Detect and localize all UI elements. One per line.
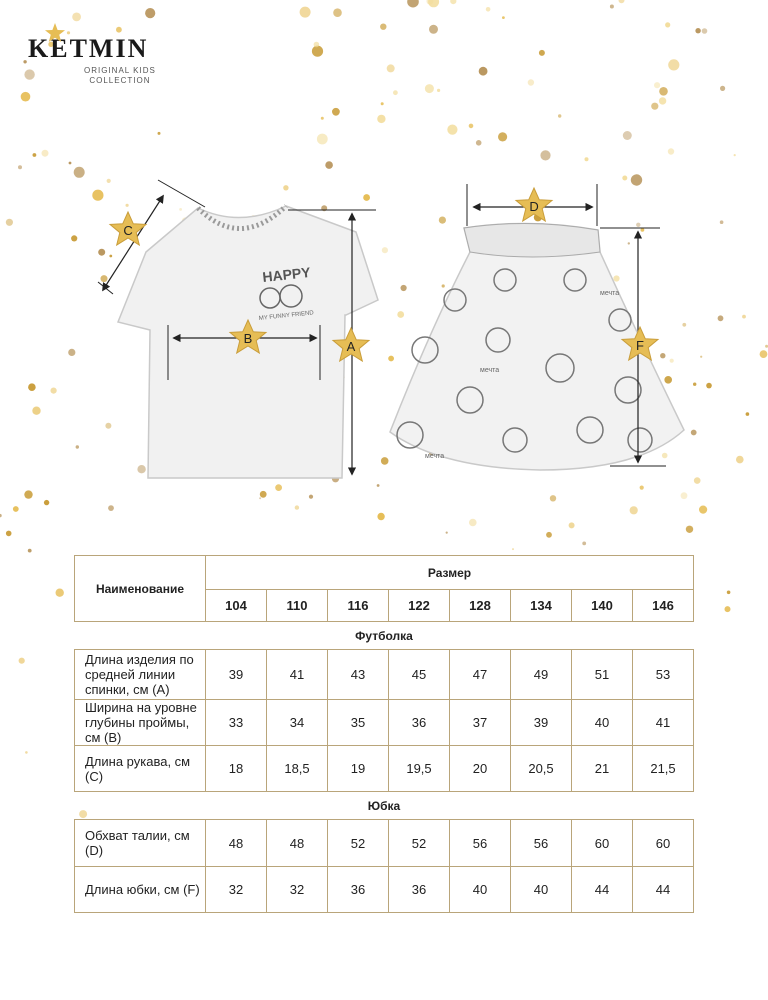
measurement-value: 53: [633, 650, 694, 700]
confetti-dot: [69, 162, 72, 165]
measurement-value: 32: [206, 867, 267, 913]
confetti-dot: [558, 114, 561, 117]
confetti-dot: [393, 90, 398, 95]
measurement-value: 18,5: [267, 746, 328, 792]
size-header-cell: 110: [267, 590, 328, 622]
table-row: [75, 820, 694, 867]
measurement-name: Ширина на уровне глубины проймы, см (B): [75, 700, 206, 746]
measurement-value: 56: [450, 820, 511, 867]
confetti-dot: [0, 514, 2, 517]
confetti-dot: [108, 505, 114, 511]
measurement-value: 33: [206, 700, 267, 746]
section-header-row: [75, 622, 694, 650]
garment-measurement-diagram: [0, 170, 768, 500]
size-header-cell: 134: [511, 590, 572, 622]
confetti-dot: [540, 150, 550, 160]
measurement-value: 19,5: [389, 746, 450, 792]
confetti-dot: [300, 7, 311, 18]
measurement-value: 43: [328, 650, 389, 700]
confetti-dot: [668, 59, 679, 70]
marker-star-c: [110, 212, 146, 245]
brand-logo: [28, 34, 156, 86]
tshirt-sleeve-bottom-guide: [98, 282, 113, 294]
brand-tagline-line2: COLLECTION: [89, 76, 151, 85]
marker-letter-b: B: [243, 331, 253, 346]
confetti-dot: [72, 13, 81, 22]
confetti-dot: [528, 79, 534, 85]
confetti-dot: [469, 124, 474, 129]
confetti-dot: [486, 7, 491, 12]
measurement-name: Длина изделия по средней линии спинки, см (A): [75, 650, 206, 700]
size-header-cell: 122: [389, 590, 450, 622]
measurement-value: 40: [450, 867, 511, 913]
confetti-dot: [476, 140, 482, 146]
measurement-value: 44: [633, 867, 694, 913]
confetti-dot: [512, 548, 514, 550]
measurement-value: 52: [389, 820, 450, 867]
confetti-dot: [6, 531, 12, 537]
table-row: [75, 700, 694, 746]
confetti-dot: [702, 28, 708, 34]
measurement-value: 49: [511, 650, 572, 700]
confetti-dot: [428, 0, 439, 7]
measurement-value: 40: [572, 700, 633, 746]
confetti-dot: [539, 50, 545, 56]
confetti-dot: [619, 0, 625, 3]
confetti-dot: [450, 0, 456, 4]
confetti-dot: [498, 132, 507, 141]
measurement-value: 21: [572, 746, 633, 792]
confetti-dot: [332, 108, 340, 116]
confetti-dot: [33, 153, 37, 157]
confetti-dot: [377, 115, 385, 123]
measurement-value: 35: [328, 700, 389, 746]
size-chart-body: [75, 556, 694, 913]
confetti-dot: [502, 16, 505, 19]
confetti-dot: [407, 0, 419, 8]
confetti-dot: [727, 591, 731, 595]
size-header-cell: 116: [328, 590, 389, 622]
measurement-name: Длина рукава, см (C): [75, 746, 206, 792]
tshirt-sleeve-top-guide: [158, 180, 205, 207]
confetti-dot: [317, 134, 328, 145]
confetti-dot: [25, 751, 28, 754]
measurement-value: 41: [267, 650, 328, 700]
measurement-value: 40: [511, 867, 572, 913]
table-row: [75, 867, 694, 913]
confetti-dot: [446, 532, 448, 534]
confetti-dot: [699, 506, 707, 514]
marker-letter-d: D: [529, 199, 539, 214]
confetti-dot: [659, 97, 666, 104]
measurement-name: Длина юбки, см (F): [75, 867, 206, 913]
measurement-value: 56: [511, 820, 572, 867]
confetti-dot: [668, 148, 674, 154]
confetti-dot: [695, 28, 700, 33]
confetti-dot: [377, 513, 384, 520]
section-title: Футболка: [75, 622, 694, 650]
confetti-dot: [28, 549, 32, 553]
confetti-dot: [630, 506, 638, 514]
marker-star-d: [516, 188, 552, 221]
tshirt-print-title: HAPPY: [261, 264, 312, 285]
confetti-dot: [13, 506, 19, 512]
confetti-dot: [314, 42, 320, 48]
confetti-dot: [469, 519, 477, 527]
confetti-dot: [665, 22, 670, 27]
measurement-value: 18: [206, 746, 267, 792]
confetti-dot: [725, 606, 731, 612]
confetti-dot: [686, 526, 693, 533]
logo-star-icon: [44, 22, 66, 44]
table-header-row: [75, 556, 694, 590]
confetti-dot: [479, 67, 488, 76]
confetti-dot: [437, 89, 440, 92]
confetti-dot: [429, 25, 438, 34]
confetti-dot: [312, 46, 323, 57]
measurement-value: 60: [572, 820, 633, 867]
measurement-value: 44: [572, 867, 633, 913]
confetti-dot: [145, 8, 155, 18]
tshirt-print-subtitle: MY FUNNY FRIEND: [258, 310, 315, 322]
measurement-value: 52: [328, 820, 389, 867]
measurement-value: 19: [328, 746, 389, 792]
confetti-dot: [21, 92, 31, 102]
size-header-cell: 128: [450, 590, 511, 622]
confetti-dot: [56, 589, 64, 597]
measurement-value: 47: [450, 650, 511, 700]
confetti-dot: [447, 125, 457, 135]
confetti-dot: [659, 87, 668, 96]
table-row: [75, 746, 694, 792]
marker-letter-a: A: [346, 339, 356, 354]
confetti-dot: [654, 82, 660, 88]
confetti-dot: [546, 532, 552, 538]
confetti-dot: [23, 60, 26, 63]
measurement-value: 36: [389, 867, 450, 913]
confetti-dot: [720, 86, 725, 91]
brand-name: KETMIN: [28, 34, 149, 63]
size-header-cell: 146: [633, 590, 694, 622]
confetti-dot: [158, 132, 161, 135]
measurement-value: 45: [389, 650, 450, 700]
confetti-dot: [585, 157, 589, 161]
table-row: [75, 650, 694, 700]
measurement-value: 39: [511, 700, 572, 746]
confetti-dot: [381, 102, 384, 105]
confetti-dot: [582, 542, 586, 546]
column-header-size: Размер: [206, 556, 694, 590]
confetti-dot: [425, 84, 434, 93]
size-chart-table: [74, 555, 694, 913]
confetti-dot: [44, 500, 49, 505]
measurement-value: 36: [328, 867, 389, 913]
marker-letter-f: F: [636, 338, 644, 353]
confetti-dot: [42, 150, 49, 157]
measurement-value: 48: [267, 820, 328, 867]
measurement-value: 36: [389, 700, 450, 746]
brand-tagline-line1: ORIGINAL KIDS: [84, 66, 156, 75]
skirt-print-word-3: мечта: [600, 290, 620, 297]
brand-tagline: [84, 66, 156, 86]
confetti-dot: [569, 522, 575, 528]
marker-letter-c: C: [123, 223, 133, 238]
measurement-value: 32: [267, 867, 328, 913]
confetti-dot: [387, 64, 395, 72]
measurement-name: Обхват талии, см (D): [75, 820, 206, 867]
measurement-value: 41: [633, 700, 694, 746]
skirt-print-word-1: мечта: [480, 367, 500, 374]
confetti-dot: [116, 27, 122, 33]
measurement-value: 20: [450, 746, 511, 792]
measurement-value: 60: [633, 820, 694, 867]
confetti-dot: [18, 165, 22, 169]
confetti-dot: [623, 131, 632, 140]
confetti-dot: [734, 154, 736, 156]
confetti-dot: [325, 161, 333, 169]
measurement-value: 48: [206, 820, 267, 867]
size-header-cell: 140: [572, 590, 633, 622]
confetti-dot: [295, 505, 299, 509]
skirt-print-word-2: мечта: [425, 453, 445, 460]
section-header-row: [75, 792, 694, 820]
confetti-dot: [610, 5, 614, 9]
measurement-value: 51: [572, 650, 633, 700]
confetti-dot: [651, 103, 658, 110]
confetti-dot: [333, 8, 342, 17]
measurement-value: 39: [206, 650, 267, 700]
size-header-cell: 104: [206, 590, 267, 622]
measurement-value: 37: [450, 700, 511, 746]
measurement-value: 34: [267, 700, 328, 746]
column-header-name: Наименование: [75, 556, 206, 622]
measurement-value: 21,5: [633, 746, 694, 792]
section-title: Юбка: [75, 792, 694, 820]
measurement-value: 20,5: [511, 746, 572, 792]
confetti-dot: [380, 24, 386, 30]
confetti-dot: [19, 658, 25, 664]
confetti-dot: [321, 117, 324, 120]
